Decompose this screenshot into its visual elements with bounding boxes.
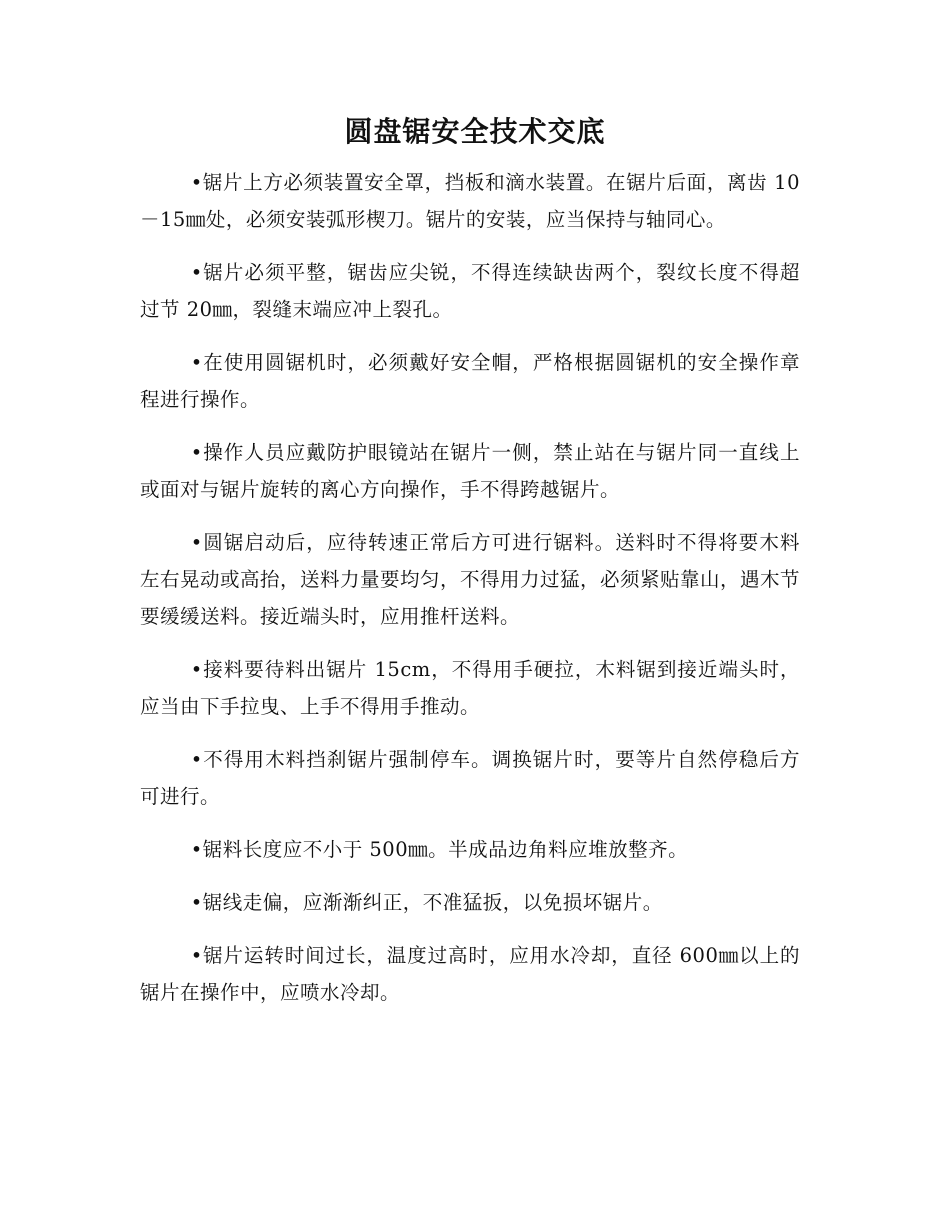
paragraph-9: •锯线走偏，应渐渐纠正，不准猛扳，以免损坏锯片。: [190, 891, 663, 914]
document-title: 圆盘锯安全技术交底: [344, 115, 606, 148]
paragraph-3: •在使用圆锯机时，必须戴好安全帽，严格根据圆锯机的安全操作章程进行操作。: [140, 351, 800, 411]
paragraph-4: •操作人员应戴防护眼镜站在锯片一侧，禁止站在与锯片同一直线上或面对与锯片旋转的离心方向操作，手不得跨越锯片。: [140, 441, 800, 501]
paragraph-2: •锯片必须平整，锯齿应尖锐，不得连续缺齿两个，裂纹长度不得超过节 20㎜，裂缝末端应冲上裂孔。: [140, 261, 800, 321]
paragraph-5: •圆锯启动后，应待转速正常后方可进行锯料。送料时不得将要木料左右晃动或高抬，送料力量要均匀，不得用力过猛，必须紧贴靠山，遇木节要缓缓送料。接近端头时，应用推杆送料。: [140, 531, 801, 628]
paragraph-6: •接料要待料出锯片 15cm，不得用手硬拉，木料锯到接近端头时，应当由下手拉曳、上手不得用手推动。: [140, 658, 800, 718]
document-body: [140, 164, 800, 1027]
paragraph-7: •不得用木料挡刹锯片强制停车。调换锯片时，要等片自然停稳后方可进行。: [140, 748, 800, 808]
paragraph-8: •锯料长度应不小于 500㎜。半成品边角料应堆放整齐。: [190, 838, 689, 861]
paragraph-1: •锯片上方必须装置安全罩，挡板和滴水装置。在锯片后面，离齿 10－15㎜处，必须安装弧形楔刀。锯片的安装，应当保持与轴同心。: [140, 171, 800, 231]
paragraph-10: •锯片运转时间过长，温度过高时，应用水冷却，直径 600㎜以上的锯片在操作中，应喷水冷却。: [140, 944, 800, 1004]
